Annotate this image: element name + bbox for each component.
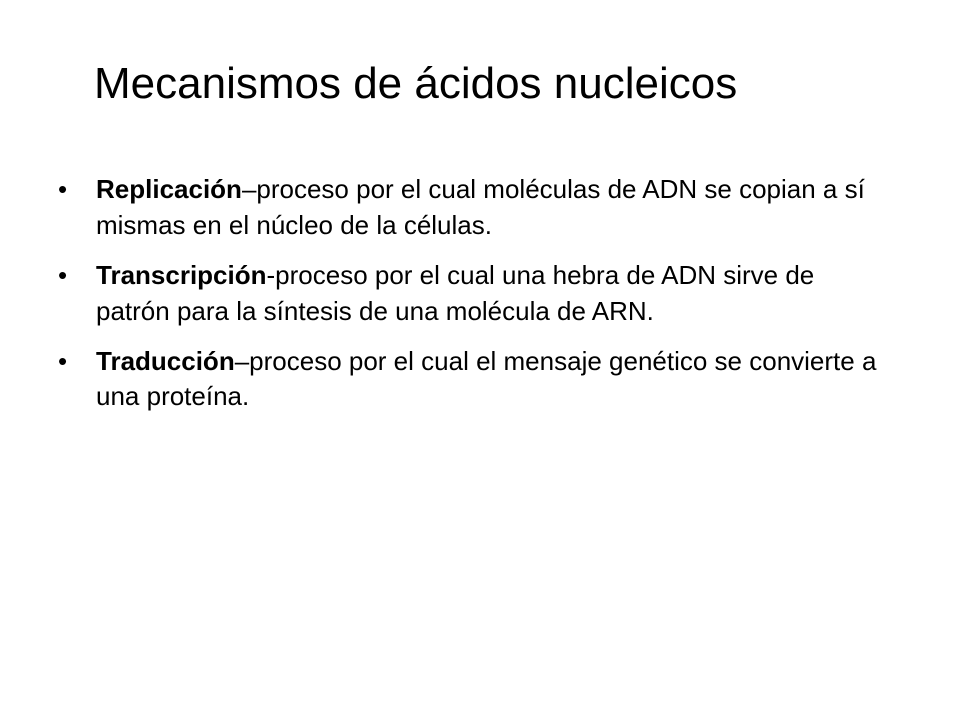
bullet-term: Replicación [96,174,242,204]
bullet-description: –proceso por el cual el mensaje genético se convierte a una proteína. [96,345,877,412]
bullet-list [58,172,878,429]
bullet-term: Transcripción [96,259,267,290]
bullet-item-traduccion [58,344,878,416]
bullet-dot-icon: • [58,259,68,290]
bullet-item-replicacion [58,172,878,244]
slide-title: Mecanismos de ácidos nucleicos [94,59,738,108]
bullet-description: -proceso por el cual una hebra de ADN sirve de patrón para la síntesis de una molécula de ARN. [96,259,815,326]
bullet-term: Traducción [96,345,235,376]
bullet-dot-icon: • [58,174,68,204]
bullet-dot-icon: • [58,345,68,376]
bullet-description: –proceso por el cual moléculas de ADN se copian a sí mismas en el núcleo de la células. [96,174,865,240]
bullet-item-transcripcion [58,258,878,330]
